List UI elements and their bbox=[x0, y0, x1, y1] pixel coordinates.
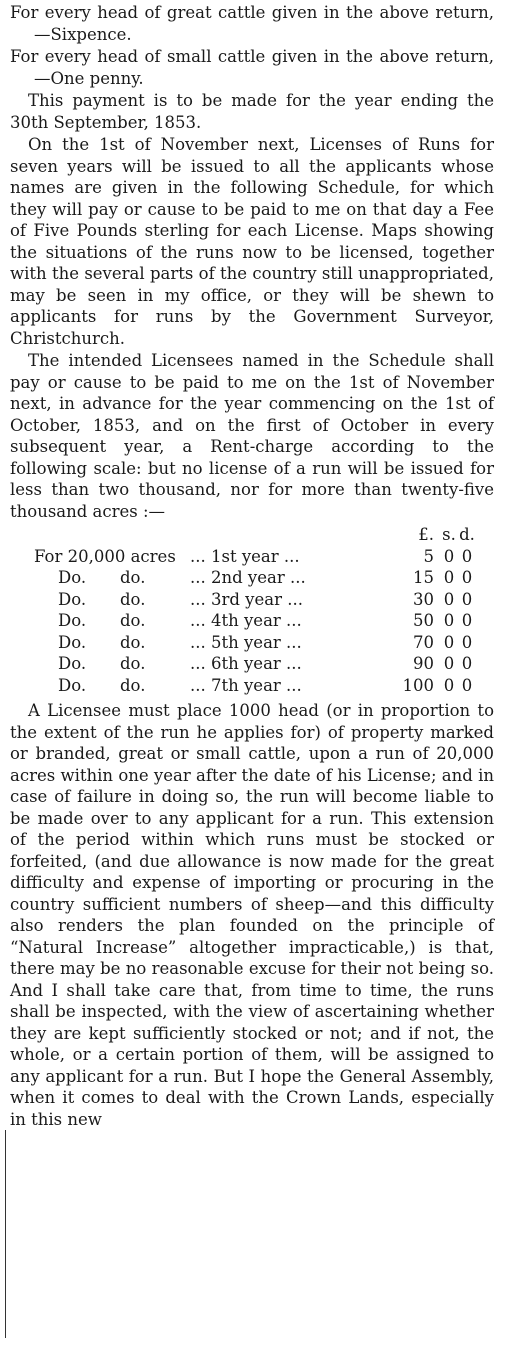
table-row bbox=[10, 546, 494, 568]
row-pounds: 5 bbox=[423, 546, 434, 566]
paragraph-great-cattle: For every head of great cattle given in the above return,—Sixpence. bbox=[10, 3, 494, 44]
table-row bbox=[10, 675, 494, 697]
row-pounds: 30 bbox=[413, 589, 434, 609]
row-label: Do. bbox=[58, 611, 87, 630]
rent-scale-table bbox=[10, 524, 494, 696]
text-column bbox=[10, 2, 494, 1131]
paragraph-payment-year: This payment is to be made for the year ending the 30th September, 1853. bbox=[10, 91, 494, 132]
paragraph-rent-charge: The intended Licensees named in the Schedule shall pay or cause to be paid to me on the 1st of November next, in advance for the year commencing on the 1st of October, 1853, and on the first of October in every subsequent year, a Rent-charge according to the following scale: but no license of a run will be issued for less than two thousand, nor for more than twenty-five thousand acres :— bbox=[10, 351, 494, 521]
row-label: Do. bbox=[58, 654, 87, 673]
header-shillings: s. bbox=[442, 525, 456, 544]
row-pounds: 15 bbox=[413, 568, 434, 587]
row-shillings: 0 bbox=[443, 611, 455, 630]
row-ditto: do. bbox=[120, 589, 146, 609]
row-shillings: 0 bbox=[443, 589, 455, 609]
row-label: Do. bbox=[58, 632, 87, 652]
table-row bbox=[10, 610, 494, 632]
header-pounds: £. bbox=[418, 525, 434, 544]
row-ditto: do. bbox=[120, 611, 146, 630]
row-year: ... 4th year ... bbox=[190, 611, 302, 630]
row-shillings: 0 bbox=[443, 546, 455, 566]
row-label: For 20,000 acres bbox=[34, 546, 176, 566]
table-row bbox=[10, 567, 494, 589]
row-year: ... 6th year ... bbox=[190, 654, 302, 673]
row-pence: 0 bbox=[461, 654, 473, 673]
row-shillings: 0 bbox=[443, 654, 455, 673]
paragraph-licensee-stock: A Licensee must place 1000 head (or in proportion to the extent of the run he applies for) of property marked or branded, great or small cattle, upon a run of 20,000 acres within one year after the date of his License; and in case of failure in doing so, the run will become liable to be made over to any applicant for a run. This extension of the period within which runs must be stocked or forfeited, (and due allowance is now made for the great difficulty and expense of importing or procuring in the country sufficient numbers of sheep—and this difficulty also renders the plan founded on the principle of “Natural Increase” altogether impracticable,) is that, there may be no reasonable excuse for their not being so. And I shall take care that, from time to time, the runs shall be inspected, with the view of ascertaining whether they are kept sufficiently stocked or not; and if not, the whole, or a certain portion of them, will be assigned to any applicant for a run. But I hope the General Assembly, when it comes to deal with the Crown Lands, especially in this new bbox=[10, 701, 494, 1129]
row-ditto: do. bbox=[120, 632, 146, 652]
paragraph-small-cattle: For every head of small cattle given in the above return,—One penny. bbox=[10, 47, 494, 88]
row-label: Do. bbox=[58, 675, 87, 695]
row-pence: 0 bbox=[461, 589, 473, 609]
row-label: Do. bbox=[58, 568, 87, 587]
row-year: ... 1st year ... bbox=[190, 546, 300, 566]
row-year: ... 2nd year ... bbox=[190, 568, 306, 587]
row-pence: 0 bbox=[461, 611, 473, 630]
row-pence: 0 bbox=[461, 568, 473, 587]
row-pounds: 100 bbox=[402, 675, 434, 695]
row-label: Do. bbox=[58, 589, 87, 609]
row-ditto: do. bbox=[120, 654, 146, 673]
row-ditto: do. bbox=[120, 675, 146, 695]
row-year: ... 7th year ... bbox=[190, 675, 302, 695]
row-shillings: 0 bbox=[443, 568, 455, 587]
row-pounds: 90 bbox=[413, 654, 434, 673]
row-shillings: 0 bbox=[443, 632, 455, 652]
row-pence: 0 bbox=[461, 675, 473, 695]
table-row bbox=[10, 653, 494, 675]
header-pence: d. bbox=[459, 525, 475, 544]
row-pence: 0 bbox=[461, 632, 473, 652]
row-pounds: 70 bbox=[413, 632, 434, 652]
row-year: ... 5th year ... bbox=[190, 632, 302, 652]
row-pence: 0 bbox=[461, 546, 473, 566]
row-pounds: 50 bbox=[413, 611, 434, 630]
row-shillings: 0 bbox=[443, 675, 455, 695]
table-row bbox=[10, 632, 494, 654]
paragraph-licenses: On the 1st of November next, Licenses of Runs for seven years will be issued to all the applicants whose names are given in the following Schedule, for which they will pay or cause to be paid to me on that day a Fee of Five Pounds sterling for each License. Maps showing the situations of the runs now to be licensed, together with the several parts of the country still unappropriated, may be seen in my office, or they will be shewn to applicants for runs by the Government Surveyor, Christchurch. bbox=[10, 135, 494, 348]
table-row bbox=[10, 589, 494, 611]
table-header-row bbox=[10, 524, 494, 546]
column-rule bbox=[5, 1130, 6, 1338]
row-ditto: do. bbox=[120, 568, 146, 587]
row-year: ... 3rd year ... bbox=[190, 589, 303, 609]
